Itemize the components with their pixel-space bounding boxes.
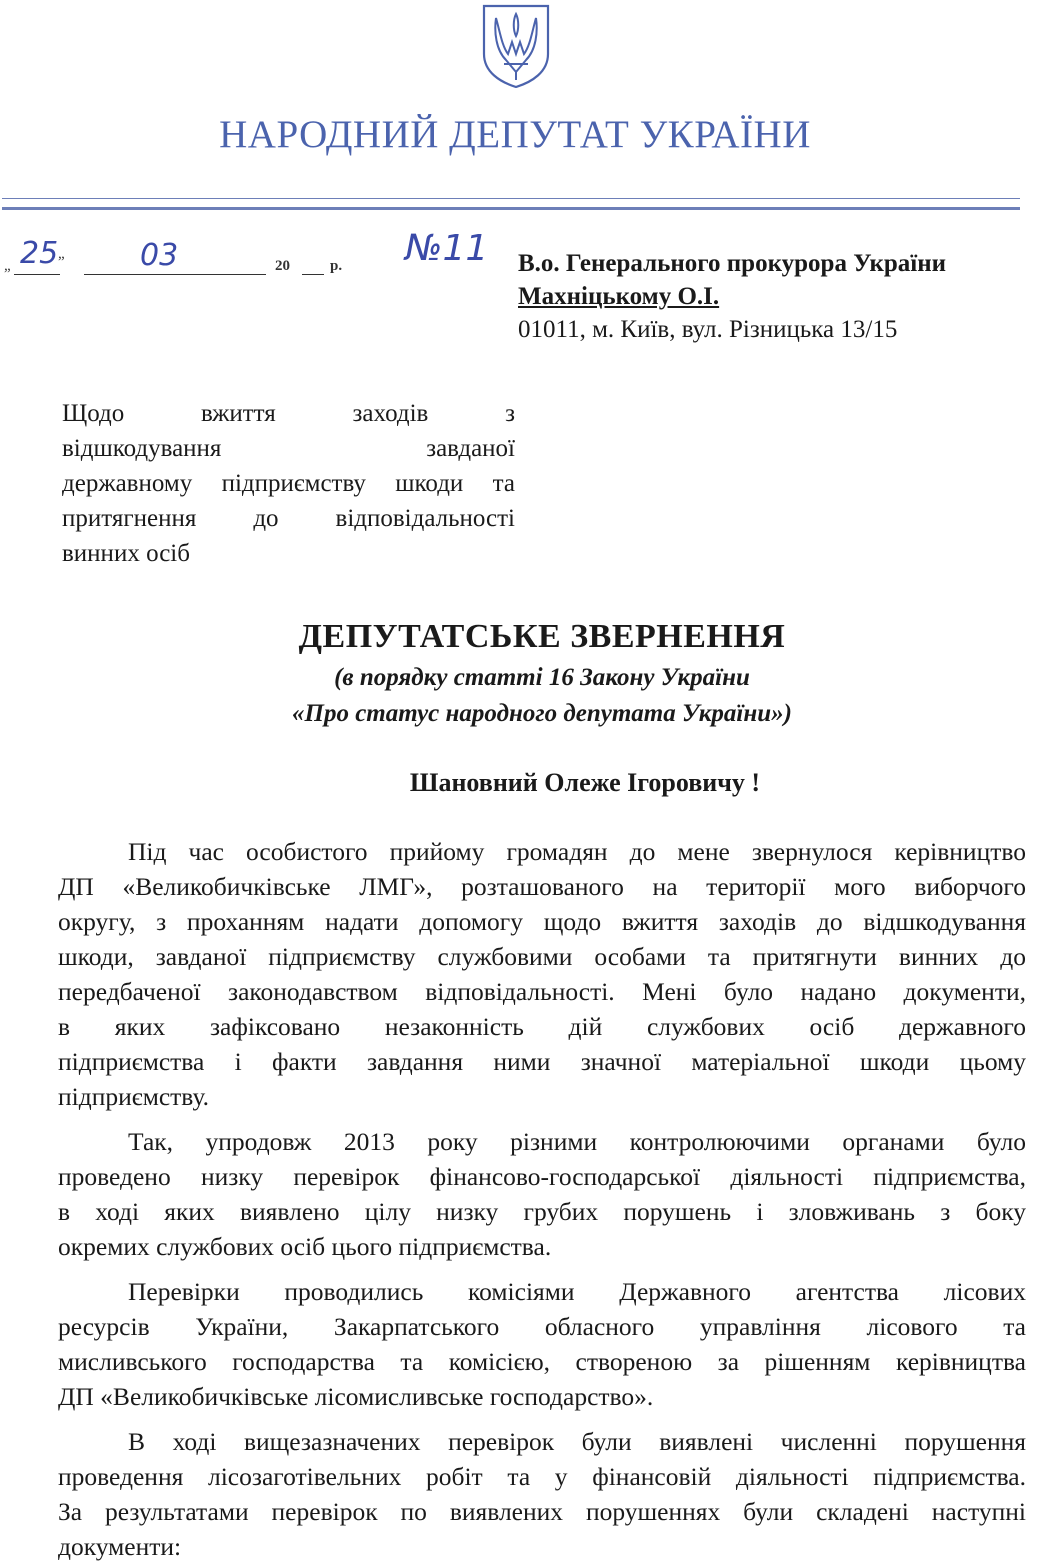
addressee-block [518,247,946,346]
paragraph-line: мисливського господарства та комісією, створеною за рішенням керівництва [58,1347,1026,1376]
paragraph-line: проведення лісозаготівельних робіт та у фінансовій діяльності підприємства. [58,1462,1026,1491]
date-year-prefix: 20 [275,258,290,274]
salutation: Шановний Олеже Ігоровичу ! [409,768,761,797]
date-close-quote: ” [58,254,65,270]
letterhead-title: НАРОДНИЙ ДЕПУТАТ УКРАЇНИ [219,113,811,156]
paragraph-gap [58,1264,1026,1274]
paragraph-line: в ході яких виявлено цілу низку грубих порушень і зловживань з боку [58,1197,1026,1226]
paragraph-line: шкоди, завданої підприємству службовими особами та притягнути винних до [58,942,1026,971]
paragraph-gap [58,1114,1026,1124]
subject-line: Щодо вжиття заходів з [62,400,515,427]
paragraph-line: Під час особистого прийому громадян до мене звернулося керівництво [128,837,1026,866]
paragraph-line: підприємства і факти завдання ними значної матеріальної шкоди цьому [58,1047,1026,1076]
paragraph-line: в яких зафіксовано незаконність дій службових осіб державного [58,1012,1026,1041]
addressee-name: Махніцькому О.І. [518,283,720,310]
paragraph-line: округу, з проханням надати допомогу щодо вжиття заходів до відшкодування [58,907,1026,936]
paragraph-line: ДП «Великобичківське лісомисливське господарство». [58,1382,654,1411]
date-open-quote: „ [4,258,11,274]
year-underline [302,274,324,275]
addressee-position: В.о. Генерального прокурора України [518,250,947,277]
document-number-handwritten: №11 [405,228,489,269]
subject-line: притягнення до відповідальності [62,505,515,532]
paragraph-line: За результатами перевірок по виявлених порушеннях були складені наступні [58,1497,1026,1526]
paragraph-line: підприємству. [58,1082,210,1111]
day-underline [14,274,60,275]
letterhead-rule-thick [2,207,1020,210]
date-number-line [0,228,500,278]
paragraph-line: Так, упродовж 2013 року різними контролюючими органами було [128,1127,1026,1156]
paragraph-line: ДП «Великобичківське ЛМГ», розташованого на території мого виборчого [58,872,1026,901]
document-subtitle-line1: (в порядку статті 16 Закону України [334,664,750,691]
date-month-handwritten: 03 [140,238,179,273]
letterhead-rule-thin [2,198,1020,199]
trident-emblem-icon [474,2,558,88]
subject-line: винних осіб [62,540,190,567]
subject-line: відшкодування завданої [62,435,515,462]
date-year-suffix: р. [330,258,343,274]
paragraph-line: окремих службових осіб цього підприємства. [58,1232,552,1261]
document-title: ДЕПУТАТСЬКЕ ЗВЕРНЕННЯ [298,618,786,655]
subject-block [62,396,515,571]
paragraph-line: проведено низку перевірок фінансово-господарської діяльності підприємства, [58,1162,1026,1191]
paragraph-line: В ході вищезазначених перевірок були виявлені численні порушення [128,1427,1026,1456]
month-underline [84,274,266,275]
paragraph-line: ресурсів України, Закарпатського обласного управління лісового та [58,1312,1026,1341]
document-subtitle-line2: «Про статус народного депутата України») [292,700,792,727]
paragraph-line: передбаченої законодавством відповідальності. Мені було надано документи, [58,977,1026,1006]
addressee-address: 01011, м. Київ, вул. Різницька 13/15 [518,316,898,343]
subject-line: державному підприємству шкоди та [62,470,515,497]
paragraph-gap [58,1414,1026,1424]
paragraph-line: документи: [58,1532,182,1561]
paragraph-line: Перевірки проводились комісіями Державного агентства лісових [128,1277,1026,1306]
date-day-handwritten: 25 [20,236,59,271]
letter-body [58,834,1026,1564]
